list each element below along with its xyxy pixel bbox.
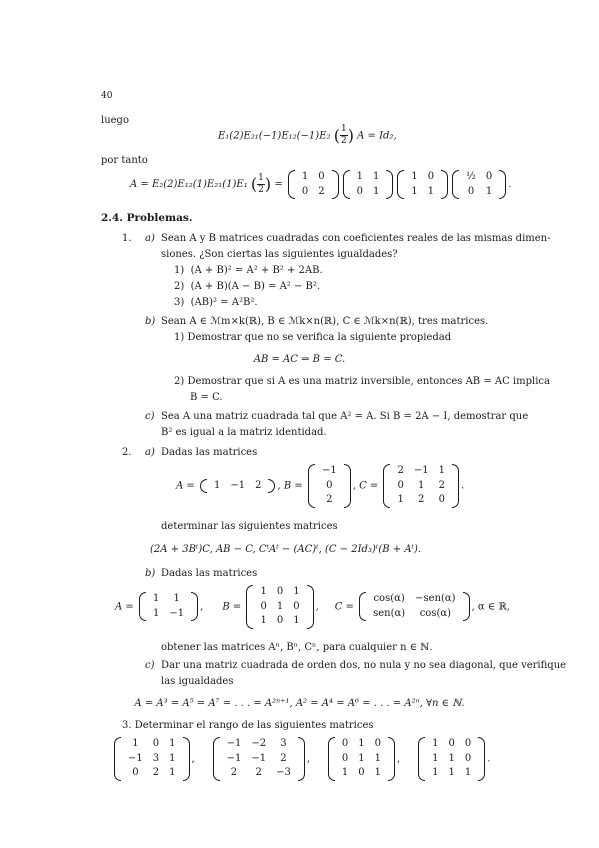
right-paren: [478, 737, 485, 781]
matrix-B-2b-grid: [246, 585, 313, 629]
matrix-entry: −1: [321, 465, 337, 476]
matrix-entry: 1: [301, 171, 309, 182]
problem-3-matrices: 1 0 1 −1 3 1 0 2 1 , −1 −2 3 −1 −1 2 2 2 −3 , 0 1 0 0 1 1 1 0 1 , 1 0 0 1 1 0 1 1 1 .: [112, 737, 490, 781]
matrix-entry: 1: [373, 171, 380, 182]
left-paren: [213, 737, 220, 781]
matrix-entry: 1: [276, 600, 284, 612]
matrix-entry: 1: [432, 752, 439, 764]
right-paren: [307, 585, 314, 629]
matrix-A-2b: [137, 593, 200, 619]
matrix-entry: 1: [173, 593, 180, 605]
problem-1a-text-2: siones. ¿Son ciertas las siguientes igualdades?: [161, 249, 398, 260]
matrix-C-2a-grid: [383, 464, 459, 508]
matrix-rank-3: [326, 738, 397, 778]
matrix-entry: 0: [485, 171, 493, 182]
matrix-entry: 0: [318, 171, 325, 182]
problem-2a-label: a): [145, 447, 155, 458]
matrix-entry: 1: [293, 586, 300, 597]
problem-2c-label: c): [145, 660, 155, 671]
matrix-entry: 0: [356, 185, 364, 197]
rank-matrix-4-grid: [418, 737, 485, 781]
matrix-entry: 1: [152, 593, 160, 605]
matrix-entry: 0: [293, 600, 300, 612]
matrix-rank-4: [416, 738, 487, 778]
matrix-entry: 1: [438, 465, 445, 476]
left-paren: [139, 592, 146, 621]
matrix-entry: 1: [448, 767, 455, 778]
matrix-entry: 1: [411, 171, 418, 182]
matrix-A-2a: [198, 480, 278, 491]
problem-1a-item-3: 3) (AB)² = A²B².: [174, 297, 258, 308]
matrix-entry: 0: [467, 185, 475, 197]
matrix-entry: 1: [358, 738, 365, 749]
problem-2c-equation: A = A³ = A⁵ = A⁷ = . . . = A²ⁿ⁺¹, A² = A⁴ = A⁶ = . . . = A²ⁿ, ∀n ∈ ℕ.: [134, 698, 465, 709]
left-paren: [452, 170, 459, 199]
matrix-entry: 0: [301, 185, 309, 197]
matrix-entry: 0: [464, 752, 472, 764]
fraction-half: $\frac{1}{2}$: [340, 124, 347, 147]
matrix-rank-2: [211, 738, 307, 778]
matrix-entry: 0: [132, 767, 139, 778]
matrix-entry: 1: [152, 607, 160, 619]
matrix-entry: 1: [356, 171, 364, 182]
alpha-condition: , α ∈ ℝ,: [471, 601, 510, 613]
matrix-entry: 0: [397, 479, 404, 491]
matrix-entry: 1: [397, 494, 404, 505]
matrix-entry: 1: [411, 185, 418, 197]
matrix-entry: 0: [464, 738, 472, 749]
left-paren: [397, 170, 404, 199]
right-paren: [183, 737, 190, 781]
problem-1b-item-2b: B = C.: [190, 392, 223, 403]
matrix-entry: 1: [260, 615, 267, 626]
matrix-entry: 2: [255, 479, 262, 491]
matrix-entry: 1: [485, 185, 493, 197]
left-paren: [328, 737, 335, 781]
eq2-matrix-2: [343, 170, 394, 199]
rank-matrix-3-grid: [328, 737, 395, 781]
right-paren: [452, 464, 459, 508]
matrix-entry: 0: [326, 479, 333, 491]
matrix-entry: 2: [318, 185, 325, 197]
matrix-entry: −1: [230, 479, 246, 491]
problem-1a-label: a): [145, 233, 155, 244]
matrix-entry: 2: [418, 494, 425, 505]
right-paren: [191, 592, 198, 621]
right-paren: [463, 592, 470, 621]
equation-1-text: E₁(2)E₂₁(−1)E₁₂(−1)E₂: [218, 130, 331, 142]
matrix-A-2a-grid: [200, 479, 276, 494]
right-paren: [332, 170, 339, 199]
matrix-entry: 0: [341, 752, 349, 764]
problem-2b-label: b): [145, 568, 156, 579]
matrix-B-2a-grid: [308, 464, 351, 508]
rank-matrix-1-grid: [114, 737, 190, 781]
problem-1a-item-2: 2) (A + B)(A − B) = A² − B².: [174, 281, 321, 292]
matrix-entry: 0: [260, 600, 267, 612]
equation-2: A = E₂(2)E₁₂(1)E₂₁(1)E₁ ( $\frac{1}{2}$ ) = 1 0 0 2 1 1 0 1 1 0 1 1 ½ 0 0 1 .: [130, 170, 511, 199]
left-paren: [114, 737, 121, 781]
left-paren: [288, 170, 295, 199]
matrix-entry: 0: [438, 494, 445, 505]
matrix-entry: 1: [432, 738, 439, 749]
problem-1c-label: c): [145, 411, 155, 422]
matrix-entry: 2: [326, 494, 333, 505]
matrix-C-2b-grid: [359, 592, 469, 621]
section-title: 2.4. Problemas.: [101, 212, 193, 224]
left-paren: [359, 592, 366, 621]
matrix-A-2b-grid: [139, 592, 198, 621]
right-paren: [298, 737, 305, 781]
problem-2a-matrices: A = 1 −1 2 , B = −1 0 2 , C = 2 −1 1 0 1 2 1 2 0 .: [176, 464, 464, 508]
matrix-entry: 1: [169, 738, 176, 749]
problem-1b-equation: AB = AC ⇒ B = C.: [253, 354, 346, 365]
problem-2b-matrices: A = 1 1 1 −1 , B = 1 0 1 0 1 0 1 0 1 , C = cos(α) −sen(α) sen(α) cos(α) , α ∈ ℝ,: [115, 585, 510, 629]
problem-2a-determine: determinar las siguientes matrices: [161, 521, 338, 532]
matrix-entry: 2: [438, 479, 445, 491]
text-por-tanto: por tanto: [101, 155, 148, 166]
problem-1b-item-2a: 2) Demostrar que si A es una matriz inversible, entonces AB = AC implica: [174, 376, 550, 387]
matrix-entry: −1: [413, 465, 429, 476]
problem-1a-item-1: 1) (A + B)² = A² + B² + 2AB.: [174, 265, 323, 276]
left-paren: [246, 585, 253, 629]
problem-2a-text: Dadas las matrices: [161, 447, 258, 458]
matrix-entry: −1: [226, 738, 242, 749]
matrix-entry: 1: [293, 615, 300, 626]
matrix-entry: 2: [152, 767, 160, 778]
matrix-entry: −1: [226, 752, 242, 764]
matrix-entry: 3: [152, 752, 160, 764]
matrix-B-2a: [306, 465, 353, 505]
matrix-C-2b: [357, 593, 471, 619]
eq2-matrix-1: [288, 170, 339, 199]
matrix-entry: 1: [418, 479, 425, 491]
matrix-entry: 0: [276, 586, 284, 597]
matrix-C-2a: [381, 465, 461, 505]
matrix-entry: 0: [427, 171, 435, 182]
right-paren: [388, 737, 395, 781]
right-paren: [344, 464, 351, 508]
matrix-entry: 0: [374, 738, 382, 749]
matrix-rank-1: [112, 738, 192, 778]
matrix-entry: 2: [255, 767, 262, 778]
matrix-entry: 1: [464, 767, 472, 778]
left-paren: [308, 464, 315, 508]
matrix-entry: 2: [230, 767, 238, 778]
matrix-entry: 1: [358, 752, 365, 764]
problem-2-label: 2.: [122, 447, 132, 458]
equation-2-lhs: A = E₂(2)E₁₂(1)E₂₁(1)E₁: [130, 179, 248, 190]
matrix-entry: 1: [213, 479, 221, 491]
matrix-entry: 0: [276, 615, 284, 626]
rank-matrix-2-grid: [213, 737, 305, 781]
left-paren: [418, 737, 425, 781]
fraction-half-2: $\frac{1}{2}$: [258, 172, 264, 195]
matrix-entry: −1: [251, 752, 267, 764]
matrix-entry: 1: [341, 767, 349, 778]
problem-1b-text: Sean A ∈ ℳm×k(ℝ), B ∈ ℳk×n(ℝ), C ∈ ℳk×n(ℝ), tres matrices.: [161, 316, 489, 327]
problem-2c-text-2: las igualdades: [161, 676, 234, 687]
problem-3-text: 3. Determinar el rango de las siguientes matrices: [122, 720, 374, 731]
right-paren: [268, 479, 275, 494]
matrix-entry: −1: [169, 607, 185, 619]
matrix-entry: 1: [260, 586, 267, 597]
matrix-entry: 0: [358, 767, 365, 778]
matrix-entry: 2: [397, 465, 404, 476]
problem-1a-text-1: Sean A y B matrices cuadradas con coeficientes reales de las mismas dimen-: [161, 233, 551, 244]
right-paren: [499, 170, 506, 199]
matrix-entry: 0: [448, 738, 455, 749]
matrix-entry: 1: [427, 185, 435, 197]
matrix-entry: 1: [373, 185, 380, 197]
matrix-entry: −3: [276, 767, 291, 778]
matrix-entry: 0: [341, 738, 349, 749]
problem-2c-text-1: Dar una matriz cuadrada de orden dos, no nula y no sea diagonal, que verifique: [161, 660, 567, 671]
problem-2b-obtain: obtener las matrices Aⁿ, Bⁿ, Cⁿ, para cualquier n ∈ ℕ.: [161, 642, 433, 653]
problem-1c-text-1: Sea A una matriz cuadrada tal que A² = A. Si B = 2A − I, demostrar que: [161, 411, 529, 422]
equation-1: E₁(2)E₂₁(−1)E₁₂(−1)E₂ ( $\frac{1}{2}$ ) A = Id₂,: [218, 124, 397, 147]
matrix-entry: 1: [374, 767, 382, 778]
matrix-entry: 0: [152, 738, 160, 749]
matrix-entry: 1: [169, 752, 176, 764]
matrix-entry: cos(α): [373, 593, 405, 605]
matrix-entry: 1: [448, 752, 455, 764]
matrix-entry: 2: [280, 752, 287, 764]
problem-2a-expressions: (2A + 3Bᵗ)C, AB − C, CᵗAᵗ − (AC)ᵗ, (C − 2Id₃)ᵗ(B + Aᵗ).: [150, 544, 422, 555]
problem-1b-label: b): [145, 316, 156, 327]
matrix-entry: 1: [432, 767, 439, 778]
matrix-entry: 1: [169, 767, 176, 778]
matrix-entry: cos(α): [419, 607, 452, 619]
problem-1c-text-2: B² es igual a la matriz identidad.: [161, 427, 327, 438]
matrix-entry: −2: [251, 738, 267, 749]
page-number: 40: [101, 91, 113, 101]
matrix-entry: 1: [374, 752, 382, 764]
text-luego: luego: [101, 115, 129, 126]
matrix-entry: −1: [128, 752, 143, 764]
left-paren: [343, 170, 350, 199]
problem-1-label: 1.: [122, 233, 132, 244]
matrix-entry: 3: [280, 738, 287, 749]
eq2-matrix-3: [397, 170, 448, 199]
equation-1-rhs: A = Id₂,: [357, 130, 397, 142]
matrix-entry: sen(α): [373, 607, 406, 619]
left-paren: [383, 464, 390, 508]
matrix-B-2b: [244, 586, 315, 626]
problem-1b-item-1: 1) Demostrar que no se verifica la siguiente propiedad: [174, 332, 452, 343]
right-paren: [386, 170, 393, 199]
matrix-entry: ½: [466, 171, 476, 182]
matrix-entry: 1: [132, 738, 139, 749]
left-paren: [200, 479, 207, 494]
problem-2b-text: Dadas las matrices: [161, 568, 258, 579]
right-paren: [441, 170, 448, 199]
matrix-entry: −sen(α): [415, 593, 456, 605]
eq2-matrix-4: [452, 170, 506, 199]
